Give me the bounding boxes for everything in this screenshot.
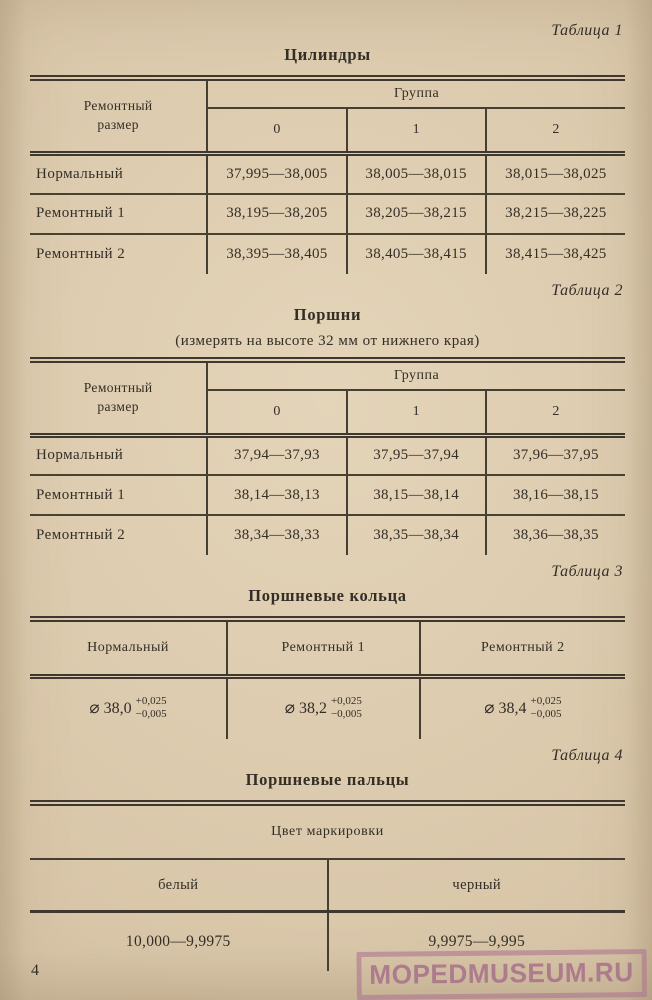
table2-subtitle: (измерять на высоте 32 мм от нижнего края) [175,332,480,349]
t3-cell-0 [30,677,227,740]
tolerance-plus: +0,025 [135,694,167,707]
table2-title: Поршни [293,304,362,324]
tolerance-minus: −0,005 [135,708,167,720]
tolerance-minus: −0,005 [330,708,362,720]
t2-row2-value0: 38,34—38,33 [207,515,346,555]
t3-cell-2-tolerance [530,695,561,721]
table1-title: Цилиндры [284,45,371,64]
t1-row1-value0: 38,195—38,205 [207,194,346,234]
t3-col-0: Нормальный [30,619,227,677]
t1-corner-header [30,78,207,154]
t1-row0-value0: 37,995—38,005 [207,154,346,194]
diameter-icon: ⌀ [484,697,495,717]
table-row [30,515,625,555]
t3-col-2: Ремонтный 2 [420,619,625,677]
t3-cell-1-value: 38,2 [298,699,327,717]
tolerance-plus: +0,025 [330,694,362,707]
t2-corner-header-label: Ремонтный размер [83,379,153,414]
t2-row1-value2: 38,16—38,15 [486,475,625,515]
t3-col-1: Ремонтный 1 [227,619,420,677]
t3-cell-1 [227,677,420,740]
table-row [30,435,625,475]
t2-row0-value0: 37,94—37,93 [207,435,346,475]
t1-subcol-0: 0 [207,108,346,154]
t2-subcol-1: 1 [347,390,486,436]
t1-row0-value1: 38,005—38,015 [347,154,486,194]
t4-value-white: 10,000—9,9975 [30,912,328,972]
table2-caption: Таблица 2 [551,281,623,299]
diameter-icon: ⌀ [89,697,100,717]
t3-cell-1-tolerance [331,695,362,721]
table-row [30,234,625,274]
t4-group-header: Цвет маркировки [30,803,625,859]
t1-row1-label: Ремонтный 1 [30,194,207,234]
tolerance-plus: +0,025 [530,694,562,707]
diameter-icon: ⌀ [284,697,295,717]
t4-value-black: 9,9975—9,995 [428,933,526,950]
tolerance-minus: −0,005 [530,708,562,720]
t1-row2-value1: 38,405—38,415 [347,234,486,274]
table-row [30,154,625,194]
t4-col-black: черный [328,859,626,912]
table3-piston-rings [30,616,625,739]
table1-caption: Таблица 1 [551,22,623,39]
t1-row2-value0: 38,395—38,405 [207,234,346,274]
table-row [30,475,625,515]
t2-row1-value0: 38,14—38,13 [207,475,346,515]
table1-cylinders [30,75,625,274]
t2-group-header: Группа [207,360,625,390]
t2-row0-value2: 37,96—37,95 [486,435,625,475]
table2-pistons [30,357,625,556]
t3-cell-2 [420,677,625,740]
page-number: 4 [31,962,39,979]
t4-col-white: белый [30,859,328,912]
t1-row0-label: Нормальный [30,154,207,194]
table-row [30,677,625,740]
t1-corner-header-label: Ремонтный размер [83,98,153,132]
t3-cell-0-value: 38,0 [103,699,132,717]
t2-row2-value2: 38,36—38,35 [512,527,599,543]
t2-row2-label: Ремонтный 2 [30,515,207,555]
t1-group-header: Группа [207,78,625,108]
table4-caption: Таблица 4 [551,747,623,764]
table-row [30,194,625,234]
t2-subcol-0: 0 [207,390,346,436]
t1-row0-value2: 38,015—38,025 [486,154,625,194]
t2-row0-value1: 37,95—37,94 [347,435,486,475]
t2-row1-value1: 38,15—38,14 [347,475,486,515]
table3-title: Поршневые кольца [248,586,407,605]
t1-row1-value1: 38,205—38,215 [347,194,486,234]
watermark-stamp: MOPEDMUSEUM.RU [357,949,647,1000]
t1-subcol-2: 2 [486,108,625,154]
t1-row2-value2: 38,415—38,425 [505,245,607,262]
table4-piston-pins [30,800,625,971]
table3-caption: Таблица 3 [551,563,623,580]
t3-cell-2-value: 38,4 [498,699,527,717]
t2-row0-label: Нормальный [30,435,207,475]
t1-row1-value2: 38,215—38,225 [486,194,625,234]
t2-corner-header [30,360,207,436]
table4-title: Поршневые пальцы [245,770,410,789]
t2-subcol-2: 2 [486,390,625,436]
t2-row1-label: Ремонтный 1 [30,475,207,515]
t3-cell-0-tolerance [136,695,167,721]
t1-subcol-1: 1 [347,108,486,154]
t2-row2-value1: 38,35—38,34 [347,515,486,555]
t1-row2-label: Ремонтный 2 [30,234,207,274]
